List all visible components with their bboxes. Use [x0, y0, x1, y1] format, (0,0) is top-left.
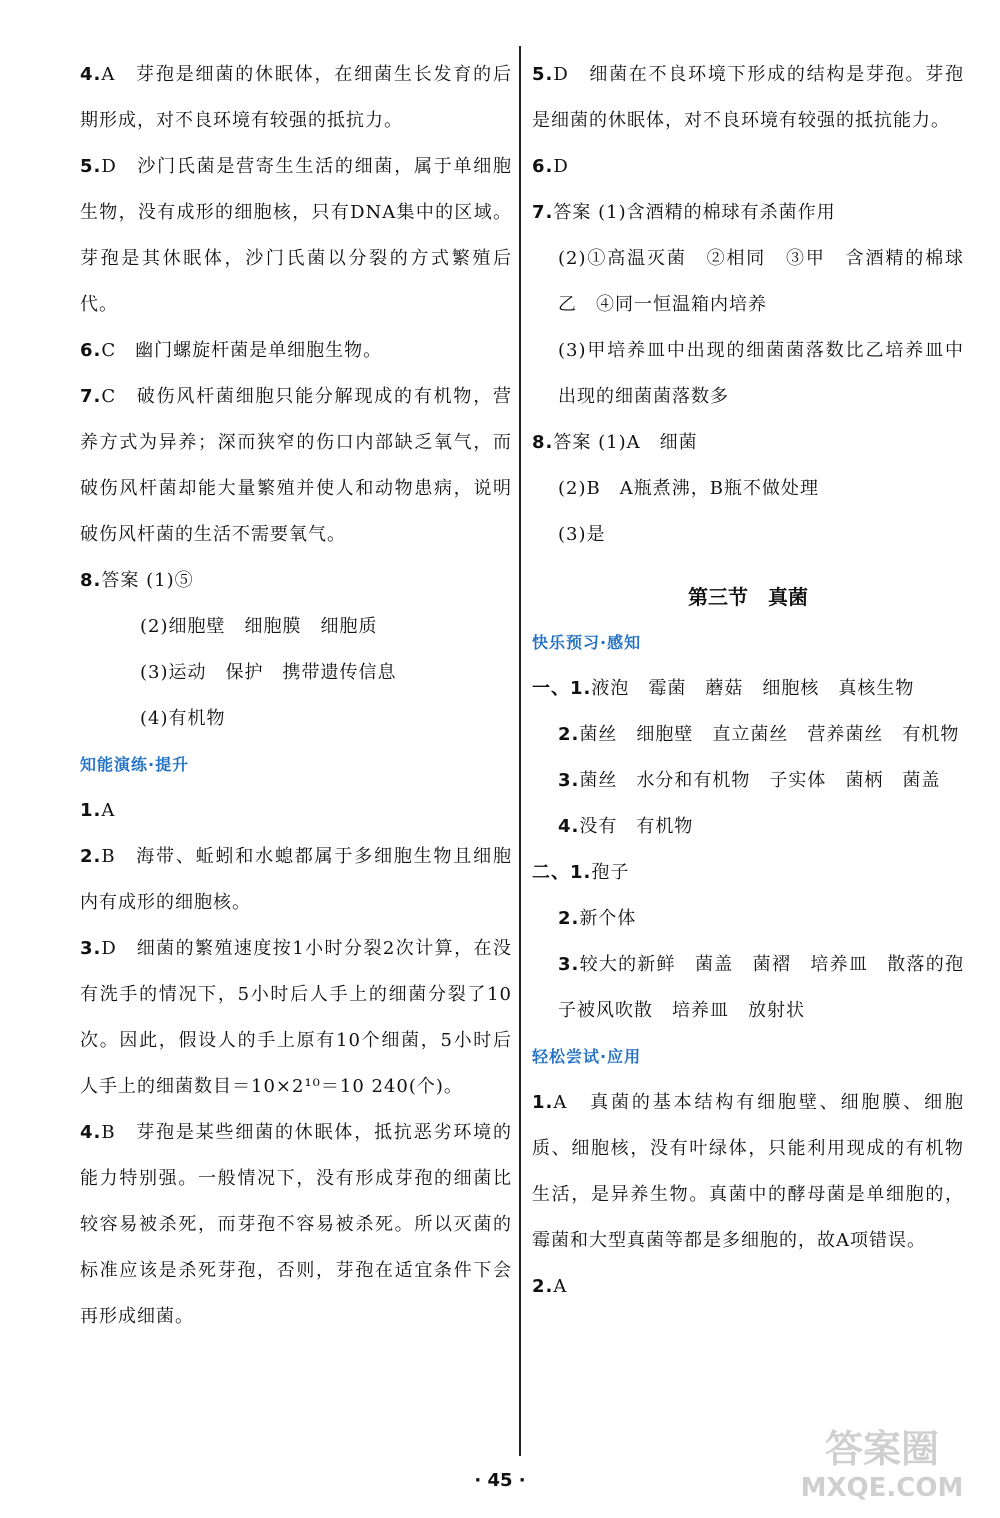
- answer-item: 2.B 海带、蚯蚓和水螅都属于多细胞生物且细胞内有成形的细胞核。: [80, 846, 512, 913]
- answer-subitem: (2)细胞壁 细胞膜 细胞质: [140, 616, 378, 637]
- answer-subitem: (2)B A瓶煮沸，B瓶不做处理: [558, 478, 819, 499]
- answer-item: 4.A 芽孢是细菌的休眠体，在细菌生长发育的后期形成，对不良环境有较强的抵抗力。: [80, 64, 512, 131]
- answer-item: 二、1.孢子: [532, 862, 630, 883]
- answer-subitem: (2)①高温灭菌 ②相同 ③甲 含酒精的棉球 乙 ④同一恒温箱内培养: [558, 248, 983, 315]
- answer-item: 8.答案 (1)A 细菌: [532, 432, 698, 453]
- answer-item: 3.菌丝 水分和有机物 子实体 菌柄 菌盖: [558, 770, 941, 791]
- answer-item: 7.C 破伤风杆菌细胞只能分解现成的有机物，营养方式为异养；深而狭窄的伤口内部缺乏氧气，而破伤风杆菌却能大量繁殖并使人和动物患病，说明破伤风杆菌的生活不需要氧气。: [80, 386, 512, 545]
- answer-subitem: (3)运动 保护 携带遗传信息: [140, 662, 397, 683]
- section-title: 快乐预习·感知: [532, 633, 642, 652]
- answer-item: 3.D 细菌的繁殖速度按1小时分裂2次计算，在没有洗手的情况下，5小时后人手上的细菌分裂了10次。因此，假设人的手上原有10个细菌，5小时后人手上的细菌数目＝10×2¹⁰＝10 240(个)。: [80, 938, 512, 1097]
- watermark-bottom-text: MXQE.COM: [800, 1473, 964, 1503]
- answer-item: 5.D 细菌在不良环境下形成的结构是芽孢。芽孢是细菌的休眠体，对不良环境有较强的抵抗能力。: [532, 64, 964, 131]
- answer-item: 4.B 芽孢是某些细菌的休眠体，抵抗恶劣环境的能力特别强。一般情况下，没有形成芽孢的细菌比较容易被杀死，而芽孢不容易被杀死。所以灭菌的标准应该是杀死芽孢，否则，芽孢在适宜条件下会再形成细菌。: [80, 1122, 512, 1327]
- watermark-logo: [782, 1414, 982, 1504]
- answer-item: 2.菌丝 细胞壁 直立菌丝 营养菌丝 有机物: [558, 724, 960, 745]
- answer-subitem: (3)是: [558, 524, 606, 545]
- answer-item: 6.D: [532, 156, 569, 177]
- left-column: [80, 52, 512, 1340]
- chapter-heading: 第三节 真菌: [688, 585, 808, 609]
- answer-subitem: (4)有机物: [140, 708, 226, 729]
- answer-item: 7.答案 (1)含酒精的棉球有杀菌作用: [532, 202, 836, 223]
- answer-subitem: (3)甲培养皿中出现的细菌菌落数比乙培养皿中出现的细菌菌落数多: [558, 340, 964, 407]
- answer-item: 4.没有 有机物: [558, 816, 694, 837]
- answer-item: 3.较大的新鲜 菌盖 菌褶 培养皿 散落的孢子被风吹散 培养皿 放射状: [558, 954, 964, 1021]
- column-divider: [519, 46, 521, 1456]
- section-title: 轻松尝试·应用: [532, 1047, 642, 1066]
- answer-item: 2.A: [532, 1276, 568, 1297]
- right-column: [532, 52, 983, 1310]
- watermark-top-text: 答案圈: [824, 1427, 940, 1471]
- answer-item: 5.D 沙门氏菌是营寄生生活的细菌，属于单细胞生物，没有成形的细胞核，只有DNA集中的区域。芽孢是其休眠体，沙门氏菌以分裂的方式繁殖后代。: [80, 156, 512, 315]
- answer-item: 8.答案 (1)⑤: [80, 570, 194, 591]
- answer-item: 1.A: [80, 800, 116, 821]
- answer-item: 2.新个体: [558, 908, 637, 929]
- answer-item: 6.C 幽门螺旋杆菌是单细胞生物。: [80, 340, 383, 361]
- answer-item: 一、1.液泡 霉菌 蘑菇 细胞核 真核生物: [532, 678, 915, 699]
- answer-item: 1.A 真菌的基本结构有细胞壁、细胞膜、细胞质、细胞核，没有叶绿体，只能利用现成的有机物生活，是异养生物。真菌中的酵母菌是单细胞的，霉菌和大型真菌等都是多细胞的，故A项错误。: [532, 1092, 964, 1251]
- section-title: 知能演练·提升: [80, 755, 190, 774]
- page-number: · 45 ·: [474, 1470, 526, 1491]
